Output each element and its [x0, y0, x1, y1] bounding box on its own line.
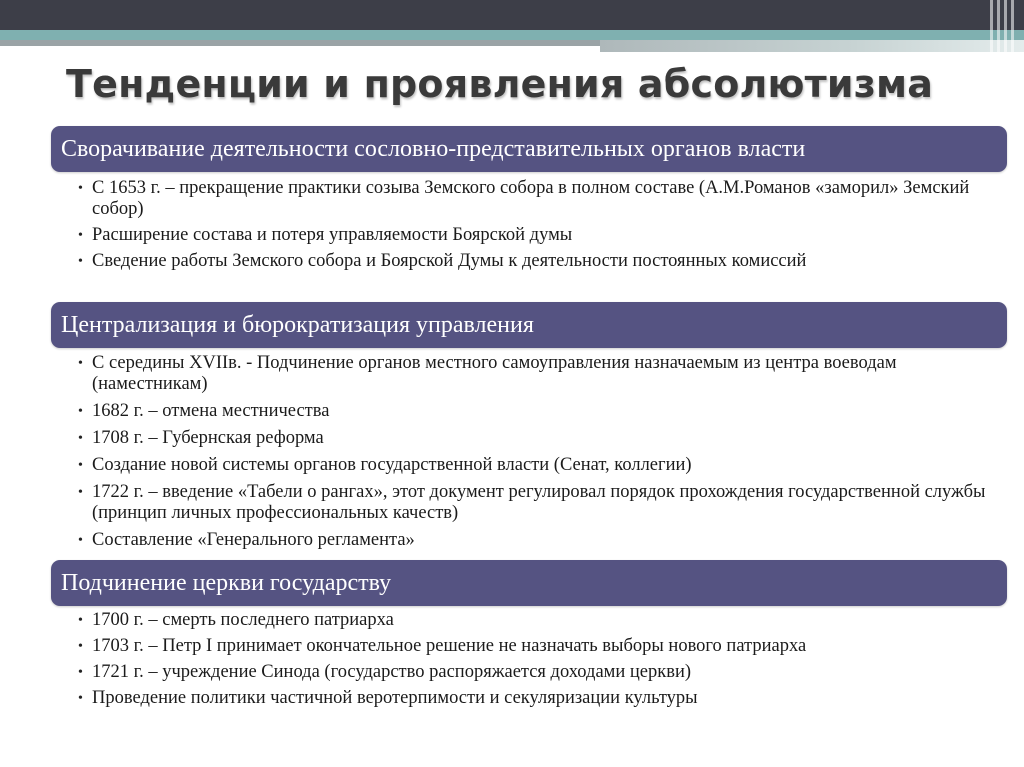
section-header-1: Сворачивание деятельности сословно-представительных органов власти [51, 126, 1007, 172]
section-list-1 [78, 178, 998, 277]
list-item: • Проведение политики частичной веротерпимости и секуляризации культуры [78, 688, 998, 709]
list-item: • С 1653 г. – прекращение практики созыва Земского собора в полном составе (А.М.Романов «заморил» Земский собор) [78, 178, 998, 220]
list-item: • Сведение работы Земского собора и Боярской Думы к деятельности постоянных комиссий [78, 251, 998, 272]
decorative-top-band [0, 0, 1024, 52]
section-header-2: Централизация и бюрократизация управления [51, 302, 1007, 348]
slide-title: Тенденции и проявления абсолютизма [66, 62, 934, 106]
list-item: • Составление «Генерального регламента» [78, 530, 998, 551]
list-item: • Расширение состава и потеря управляемости Боярской думы [78, 225, 998, 246]
section-list-2 [78, 353, 998, 557]
band-dark-stripe [0, 0, 1024, 30]
list-item: • 1700 г. – смерть последнего патриарха [78, 610, 998, 631]
list-item: • 1722 г. – введение «Табели о рангах», этот документ регулировал порядок прохождения государственной службы (принцип личных профессиональных качеств) [78, 482, 998, 524]
band-vertical-lines [990, 0, 1018, 52]
list-item: • 1708 г. – Губернская реформа [78, 428, 998, 449]
band-grey-stripe [0, 40, 620, 46]
band-teal-stripe [0, 30, 1024, 40]
list-item: • Создание новой системы органов государственной власти (Сенат, коллегии) [78, 455, 998, 476]
list-item: • 1721 г. – учреждение Синода (государство распоряжается доходами церкви) [78, 662, 998, 683]
list-item: • 1703 г. – Петр I принимает окончательное решение не назначать выборы нового патриарха [78, 636, 998, 657]
list-item: • 1682 г. – отмена местничества [78, 401, 998, 422]
band-light-stripe [600, 40, 1024, 52]
list-item: • С середины XVIIв. - Подчинение органов местного самоуправления назначаемым из центра воеводам (наместникам) [78, 353, 998, 395]
section-header-3: Подчинение церкви государству [51, 560, 1007, 606]
section-list-3 [78, 610, 998, 714]
